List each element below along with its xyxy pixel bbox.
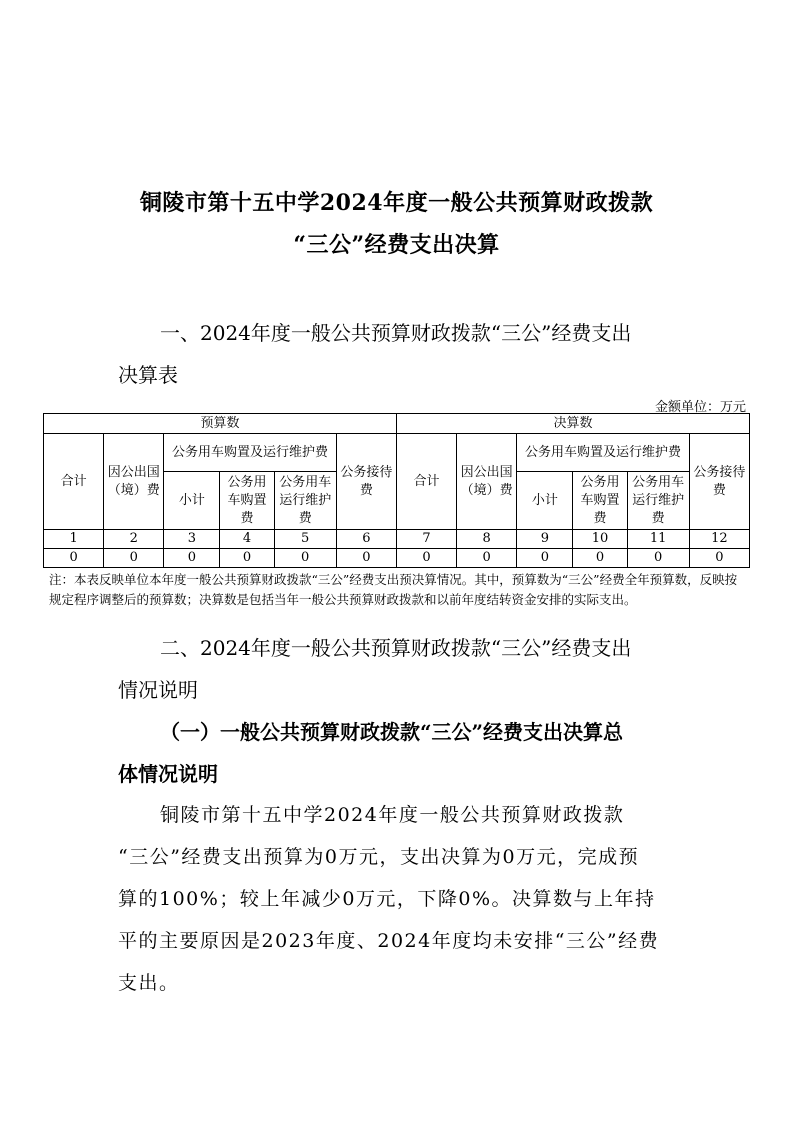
table-cell: 0	[274, 549, 336, 568]
table-cell: 7	[396, 530, 456, 549]
table-cell: 0	[104, 549, 164, 568]
table-header-row-1	[44, 434, 750, 472]
table-cell: 0	[517, 549, 573, 568]
document-title-line1: 铜陵市第十五中学2024年度一般公共预算财政拨款	[139, 190, 654, 216]
section2-heading-line1: 二、2024年度一般公共预算财政拨款“三公”经费支出	[160, 636, 632, 660]
header-final-abroad: 因公出国（境）费	[457, 434, 517, 530]
table-cell: 0	[220, 549, 274, 568]
header-budget-subtotal: 小计	[164, 472, 220, 530]
table-index-row	[44, 530, 750, 549]
table-cell: 1	[44, 530, 104, 549]
section2-heading-line2: 情况说明	[118, 678, 198, 702]
paragraph-line: 支出。	[118, 972, 180, 994]
header-final-total: 合计	[396, 434, 456, 530]
section1-heading-line1: 一、2024年度一般公共预算财政拨款“三公”经费支出	[160, 321, 632, 345]
header-budget-vehicle-operation: 公务用车运行维护费	[274, 472, 336, 530]
table-cell: 0	[164, 549, 220, 568]
table-value-row	[44, 549, 750, 568]
header-final-reception: 公务接待费	[689, 434, 749, 530]
header-final-vehicle-group: 公务用车购置及运行维护费	[517, 434, 689, 472]
header-final-subtotal: 小计	[517, 472, 573, 530]
section1-heading-line2: 决算表	[118, 363, 178, 387]
unit-label: 金额单位：万元	[654, 400, 746, 415]
paragraph-line: 算的100%；较上年减少0万元，下降0%。决算数与上年持	[118, 888, 656, 910]
table-note: 注：本表反映单位本年度一般公共预算财政拨款“三公”经费支出预决算情况。其中，预算数为“三公”经费全年预算数，反映按规定程序调整后的预算数；决算数是包括当年一般公共预算财政拨款和以前年度结转资金安排的实际支出。	[49, 572, 738, 607]
document-title-line2: “三公”经费支出决算	[293, 232, 500, 258]
header-final: 决算数	[396, 414, 749, 434]
table-cell: 0	[396, 549, 456, 568]
table-cell: 0	[457, 549, 517, 568]
paragraph-line: 铜陵市第十五中学2024年度一般公共预算财政拨款	[160, 804, 625, 826]
table-cell: 5	[274, 530, 336, 549]
table-cell: 6	[336, 530, 396, 549]
table-cell: 0	[336, 549, 396, 568]
subsection1-heading-line1: （一）一般公共预算财政拨款“三公”经费支出决算总	[160, 720, 624, 744]
table-cell: 3	[164, 530, 220, 549]
header-budget: 预算数	[44, 414, 397, 434]
table-cell: 0	[573, 549, 627, 568]
table-cell: 10	[573, 530, 627, 549]
header-budget-vehicle-group: 公务用车购置及运行维护费	[164, 434, 336, 472]
header-budget-vehicle-purchase: 公务用车购置费	[220, 472, 274, 530]
table-group-header-row	[44, 414, 750, 434]
subsection1-heading-line2: 体情况说明	[118, 762, 218, 786]
paragraph-line: 平的主要原因是2023年度、2024年度均未安排“三公”经费	[118, 930, 660, 952]
header-budget-reception: 公务接待费	[336, 434, 396, 530]
table-cell: 2	[104, 530, 164, 549]
table-cell: 4	[220, 530, 274, 549]
header-final-vehicle-purchase: 公务用车购置费	[573, 472, 627, 530]
table-cell: 8	[457, 530, 517, 549]
table-cell: 11	[627, 530, 689, 549]
paragraph-line: “三公”经费支出预算为0万元，支出决算为0万元，完成预	[118, 846, 640, 868]
three-public-expense-table	[43, 413, 750, 568]
table-cell: 0	[44, 549, 104, 568]
table-cell: 12	[689, 530, 749, 549]
table-cell: 0	[627, 549, 689, 568]
header-budget-total: 合计	[44, 434, 104, 530]
header-budget-abroad: 因公出国（境）费	[104, 434, 164, 530]
table-cell: 0	[689, 549, 749, 568]
table-cell: 9	[517, 530, 573, 549]
header-final-vehicle-operation: 公务用车运行维护费	[627, 472, 689, 530]
